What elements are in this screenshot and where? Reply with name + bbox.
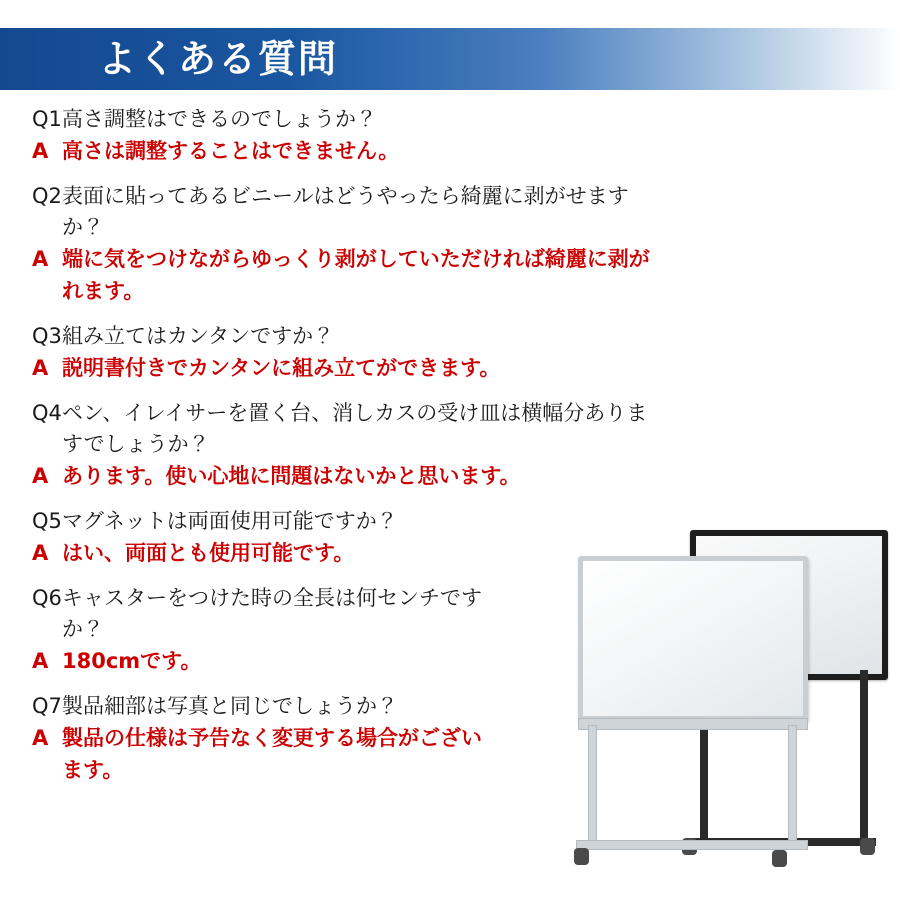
question-text: 組み立てはカンタンですか？ — [62, 324, 335, 348]
answer-label: A — [32, 649, 49, 673]
faq-item — [0, 104, 900, 167]
rear-stand-leg-right — [860, 670, 868, 845]
faq-question-row — [0, 398, 900, 460]
front-stand-leg-right — [788, 725, 797, 845]
question-text: マグネットは両面使用可能ですか？ — [62, 509, 398, 533]
faq-item — [0, 398, 900, 492]
front-stand-leg-left — [588, 725, 597, 845]
answer-text: 製品の仕様は予告なく変更する場合がございます。 — [62, 726, 482, 782]
faq-answer-row — [0, 243, 900, 307]
question-text: キャスターをつけた時の全長は何センチですか？ — [62, 586, 482, 641]
answer-text: 端に気をつけながらゆっくり剥がしていただければ綺麗に剥がれます。 — [62, 247, 650, 303]
faq-answer-row — [0, 352, 900, 384]
caster-wheel — [574, 848, 589, 865]
faq-item — [0, 181, 900, 307]
question-label: Q7 — [32, 694, 62, 718]
answer-text: 説明書付きでカンタンに組み立てができます。 — [62, 356, 501, 380]
answer-text: 高さは調整することはできません。 — [62, 139, 400, 163]
faq-question-row — [0, 321, 900, 352]
question-label: Q1 — [32, 107, 62, 131]
question-label: Q4 — [32, 401, 62, 425]
answer-text: はい、両面とも使用可能です。 — [62, 541, 355, 565]
faq-answer-row — [0, 135, 900, 167]
question-text: ペン、イレイサーを置く台、消しカスの受け皿は横幅分ありますでしょうか？ — [62, 401, 648, 456]
answer-label: A — [32, 541, 49, 565]
answer-label: A — [32, 247, 49, 271]
answer-label: A — [32, 726, 49, 750]
front-whiteboard — [578, 556, 808, 721]
front-stand-base — [576, 840, 808, 850]
question-text: 高さ調整はできるのでしょうか？ — [62, 107, 377, 131]
question-label: Q3 — [32, 324, 62, 348]
question-text: 製品細部は写真と同じでしょうか？ — [62, 694, 398, 718]
question-label: Q2 — [32, 184, 62, 208]
page-title: よくある質問 — [98, 37, 339, 81]
caster-wheel — [772, 850, 787, 867]
whiteboard-photo — [560, 520, 890, 890]
caster-wheel — [860, 838, 875, 855]
answer-label: A — [32, 464, 49, 488]
question-label: Q5 — [32, 509, 62, 533]
answer-label: A — [32, 356, 49, 380]
front-whiteboard-surface — [583, 561, 803, 716]
faq-item — [0, 321, 900, 384]
faq-answer-row — [0, 460, 900, 492]
question-text: 表面に貼ってあるビニールはどうやったら綺麗に剥がせますか？ — [62, 184, 629, 239]
pen-tray — [578, 718, 808, 730]
question-label: Q6 — [32, 586, 62, 610]
answer-text: 180cmです。 — [62, 649, 202, 673]
answer-label: A — [32, 139, 49, 163]
faq-question-row — [0, 104, 900, 135]
faq-question-row — [0, 181, 900, 243]
answer-text: あります。使い心地に問題はないかと思います。 — [62, 464, 521, 488]
